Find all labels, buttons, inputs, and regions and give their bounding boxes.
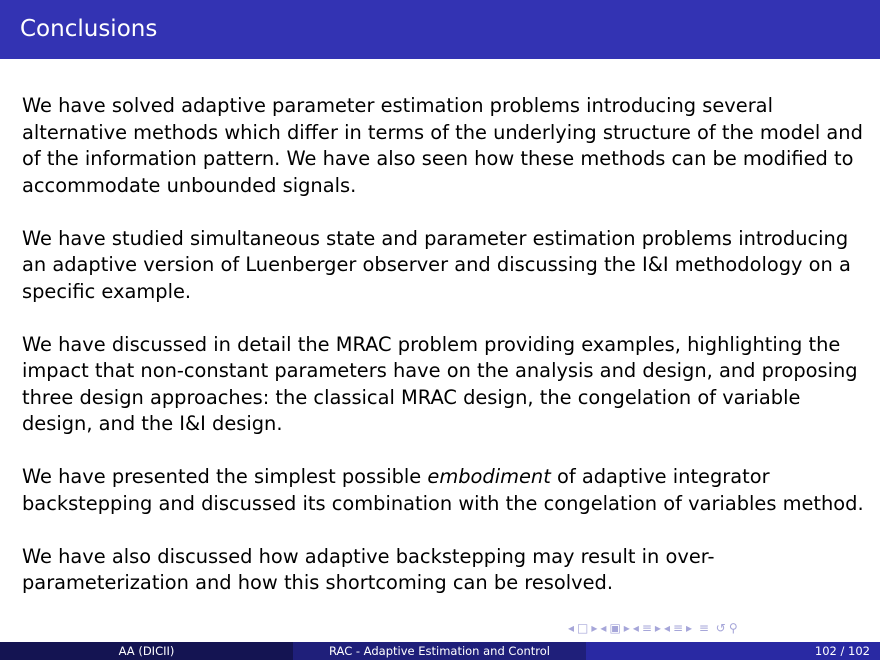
- beamer-navigation: [568, 620, 738, 636]
- paragraph-backstepping-start: We have presented the simplest possible: [22, 465, 428, 488]
- slide-header: [0, 0, 880, 59]
- slide-body: [22, 93, 867, 623]
- part-icon[interactable]: ≡: [672, 621, 684, 635]
- paragraph-backstepping-end: of adaptive integrator backstepping and discussed its combination with the congelation of variables method.: [22, 465, 864, 515]
- frame-prev-icon[interactable]: ◂: [568, 621, 575, 635]
- search-icon[interactable]: ⚲: [728, 621, 738, 635]
- footer-title: RAC - Adaptive Estimation and Control: [293, 642, 586, 660]
- paragraph-state-estimation: We have studied simultaneous state and parameter estimation problems introducing an adaptive version of Luenberger observer and discussing the I&I methodology on a specific example.: [22, 226, 851, 303]
- paragraph-mrac: We have discussed in detail the MRAC problem providing examples, highlighting the impact that non-constant parameters have on the analysis and design, and proposing three design approaches: the classical MRAC design, the congelation of variable design, and the I&I design.: [22, 332, 858, 435]
- align-icon[interactable]: ≡: [695, 621, 713, 635]
- subsection-icon[interactable]: ▣: [609, 621, 621, 635]
- slide-title: Conclusions: [20, 16, 158, 42]
- footer-author: AA (DICII): [0, 642, 293, 660]
- frame-icon[interactable]: □: [577, 621, 589, 635]
- section-next-icon[interactable]: ▸: [654, 621, 661, 635]
- part-prev-icon[interactable]: ◂: [663, 621, 670, 635]
- slide-footer: [0, 642, 880, 660]
- subsection-next-icon[interactable]: ▸: [623, 621, 630, 635]
- part-next-icon[interactable]: ▸: [686, 621, 693, 635]
- paragraph-backstepping: [22, 464, 867, 517]
- paragraph-overparameterization: We have also discussed how adaptive backstepping may result in over-parameterization and how this shortcoming can be resolved.: [22, 544, 715, 594]
- section-icon[interactable]: ≡: [641, 621, 652, 635]
- footer-page-number: 102 / 102: [586, 642, 880, 660]
- emphasis-embodiment: embodiment: [427, 465, 551, 488]
- subsection-prev-icon[interactable]: ◂: [600, 621, 607, 635]
- paragraph-estimation: We have solved adaptive parameter estimation problems introducing several alternative methods which differ in terms of the underlying structure of the model and of the information pattern. We have also seen how these methods can be modified to accommodate unbounded signals.: [22, 94, 863, 197]
- back-icon[interactable]: ↺: [715, 621, 726, 635]
- section-prev-icon[interactable]: ◂: [632, 621, 639, 635]
- frame-next-icon[interactable]: ▸: [591, 621, 598, 635]
